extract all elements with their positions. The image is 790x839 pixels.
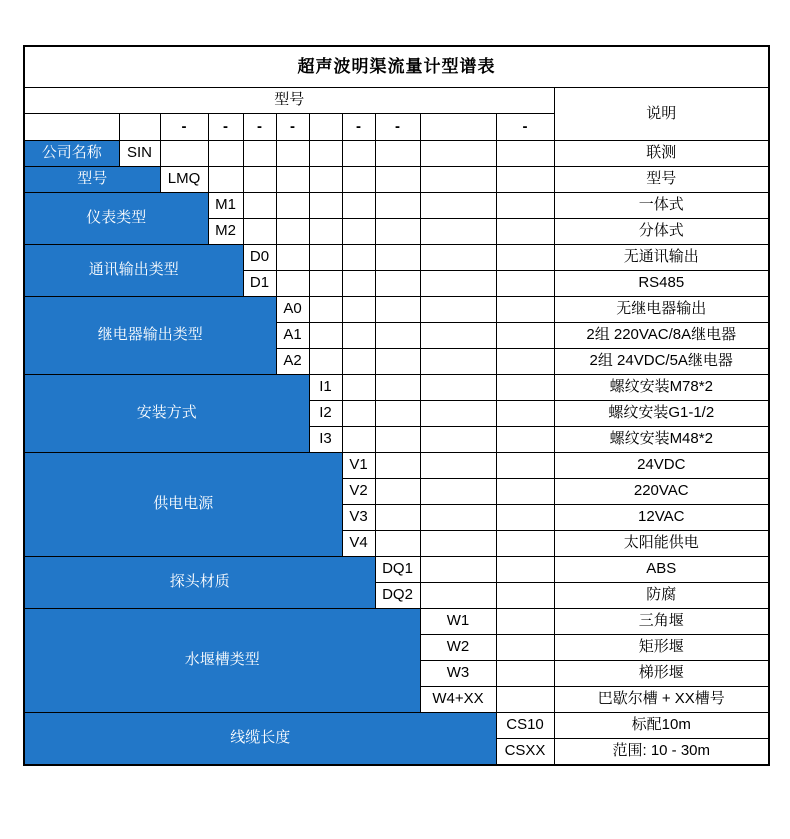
empty-cell	[496, 245, 554, 271]
empty-cell	[342, 401, 375, 427]
empty-cell	[276, 219, 309, 245]
empty-cell	[243, 167, 276, 193]
desc-cell: 梯形堰	[554, 661, 769, 687]
empty-cell	[375, 479, 420, 505]
empty-cell	[243, 141, 276, 167]
code-cell: DQ2	[375, 583, 420, 609]
desc-cell: 24VDC	[554, 453, 769, 479]
empty-cell	[496, 609, 554, 635]
empty-cell	[375, 193, 420, 219]
empty-cell	[342, 193, 375, 219]
empty-cell	[375, 375, 420, 401]
table-row	[24, 297, 769, 323]
empty-cell	[496, 583, 554, 609]
model-spectrum-table-container	[23, 45, 770, 766]
code-cell: I1	[309, 375, 342, 401]
empty-cell	[309, 349, 342, 375]
empty-cell	[342, 167, 375, 193]
empty-cell	[375, 141, 420, 167]
table-row	[24, 193, 769, 219]
empty-cell	[375, 349, 420, 375]
code-cell: V1	[342, 453, 375, 479]
empty-cell	[375, 505, 420, 531]
empty-cell	[375, 401, 420, 427]
empty-cell	[375, 297, 420, 323]
empty-cell	[276, 141, 309, 167]
empty-cell	[375, 219, 420, 245]
code-cell: SIN	[119, 141, 160, 167]
empty-cell	[420, 427, 496, 453]
empty-cell	[496, 167, 554, 193]
desc-cell: 220VAC	[554, 479, 769, 505]
code-cell: CSXX	[496, 739, 554, 766]
header-row	[24, 88, 769, 114]
section-label-power-supply: 供电电源	[24, 453, 342, 557]
empty-cell	[208, 141, 243, 167]
empty-cell	[420, 531, 496, 557]
desc-cell: 螺纹安装M78*2	[554, 375, 769, 401]
separator-cell: -	[243, 114, 276, 141]
desc-cell: 螺纹安装G1-1/2	[554, 401, 769, 427]
empty-cell	[342, 297, 375, 323]
empty-cell	[375, 427, 420, 453]
empty-cell	[243, 193, 276, 219]
model-spectrum-table	[23, 45, 770, 766]
desc-cell: 三角堰	[554, 609, 769, 635]
desc-cell: 螺纹安装M48*2	[554, 427, 769, 453]
empty-cell	[420, 557, 496, 583]
desc-cell: 联测	[554, 141, 769, 167]
desc-cell: 范围: 10 - 30m	[554, 739, 769, 766]
empty-cell	[496, 375, 554, 401]
code-cell: LMQ	[160, 167, 208, 193]
desc-cell: 一体式	[554, 193, 769, 219]
section-label-cable-length: 线缆长度	[24, 713, 496, 766]
empty-cell	[342, 245, 375, 271]
empty-cell	[309, 245, 342, 271]
desc-cell: 型号	[554, 167, 769, 193]
desc-cell: ABS	[554, 557, 769, 583]
empty-cell	[309, 193, 342, 219]
code-cell: V2	[342, 479, 375, 505]
empty-cell	[420, 245, 496, 271]
code-cell: W3	[420, 661, 496, 687]
empty-cell	[496, 349, 554, 375]
table-row	[24, 609, 769, 635]
empty-cell	[342, 375, 375, 401]
empty-cell	[342, 141, 375, 167]
code-cell: I2	[309, 401, 342, 427]
table-row	[24, 375, 769, 401]
code-cell: A2	[276, 349, 309, 375]
empty-cell	[119, 114, 160, 141]
desc-cell: 分体式	[554, 219, 769, 245]
desc-cell: 矩形堰	[554, 635, 769, 661]
code-cell: I3	[309, 427, 342, 453]
empty-cell	[276, 193, 309, 219]
desc-cell: 2组 24VDC/5A继电器	[554, 349, 769, 375]
code-cell: V4	[342, 531, 375, 557]
empty-cell	[496, 531, 554, 557]
code-cell: M2	[208, 219, 243, 245]
empty-cell	[496, 219, 554, 245]
title-row	[24, 46, 769, 88]
separator-cell: -	[375, 114, 420, 141]
table-row	[24, 557, 769, 583]
code-cell: W4+XX	[420, 687, 496, 713]
empty-cell	[276, 271, 309, 297]
code-cell: CS10	[496, 713, 554, 739]
section-label-weir-type: 水堰槽类型	[24, 609, 420, 713]
empty-cell	[496, 297, 554, 323]
table-row	[24, 713, 769, 739]
empty-cell	[420, 453, 496, 479]
empty-cell	[496, 401, 554, 427]
empty-cell	[496, 323, 554, 349]
empty-cell	[496, 453, 554, 479]
empty-cell	[496, 479, 554, 505]
empty-cell	[208, 167, 243, 193]
table-row	[24, 167, 769, 193]
empty-cell	[420, 193, 496, 219]
empty-cell	[309, 271, 342, 297]
desc-cell: 2组 220VAC/8A继电器	[554, 323, 769, 349]
empty-cell	[243, 219, 276, 245]
empty-cell	[375, 167, 420, 193]
empty-cell	[375, 453, 420, 479]
empty-cell	[496, 557, 554, 583]
empty-cell	[496, 427, 554, 453]
code-cell: A1	[276, 323, 309, 349]
empty-cell	[309, 167, 342, 193]
desc-cell: 无继电器输出	[554, 297, 769, 323]
table-title: 超声波明渠流量计型谱表	[24, 46, 769, 88]
empty-cell	[309, 323, 342, 349]
empty-cell	[342, 323, 375, 349]
empty-cell	[420, 505, 496, 531]
code-cell: W1	[420, 609, 496, 635]
empty-cell	[420, 583, 496, 609]
empty-cell	[420, 219, 496, 245]
section-label-comm-output: 通讯输出类型	[24, 245, 243, 297]
code-cell: W2	[420, 635, 496, 661]
empty-cell	[309, 219, 342, 245]
desc-cell: 巴歇尔槽 + XX槽号	[554, 687, 769, 713]
table-row	[24, 453, 769, 479]
desc-cell: 防腐	[554, 583, 769, 609]
desc-cell: 无通讯输出	[554, 245, 769, 271]
empty-cell	[420, 114, 496, 141]
empty-cell	[309, 297, 342, 323]
empty-cell	[342, 349, 375, 375]
desc-cell: 标配10m	[554, 713, 769, 739]
empty-cell	[24, 114, 119, 141]
separator-cell: -	[276, 114, 309, 141]
code-cell: D1	[243, 271, 276, 297]
empty-cell	[496, 505, 554, 531]
empty-cell	[375, 245, 420, 271]
section-label-company: 公司名称	[24, 141, 119, 167]
empty-cell	[496, 661, 554, 687]
desc-cell: 太阳能供电	[554, 531, 769, 557]
empty-cell	[420, 297, 496, 323]
code-cell: M1	[208, 193, 243, 219]
empty-cell	[420, 323, 496, 349]
empty-cell	[496, 193, 554, 219]
section-label-installation: 安装方式	[24, 375, 309, 453]
empty-cell	[496, 141, 554, 167]
empty-cell	[420, 271, 496, 297]
code-cell: A0	[276, 297, 309, 323]
table-row	[24, 141, 769, 167]
separator-cell: -	[342, 114, 375, 141]
empty-cell	[276, 245, 309, 271]
section-label-relay-output: 继电器输出类型	[24, 297, 276, 375]
empty-cell	[420, 349, 496, 375]
model-header: 型号	[24, 88, 554, 114]
separator-cell: -	[496, 114, 554, 141]
section-label-model: 型号	[24, 167, 160, 193]
empty-cell	[496, 635, 554, 661]
empty-cell	[496, 271, 554, 297]
empty-cell	[420, 167, 496, 193]
empty-cell	[496, 687, 554, 713]
empty-cell	[276, 167, 309, 193]
empty-cell	[420, 375, 496, 401]
empty-cell	[342, 219, 375, 245]
empty-cell	[420, 401, 496, 427]
empty-cell	[160, 141, 208, 167]
code-cell: V3	[342, 505, 375, 531]
empty-cell	[309, 114, 342, 141]
desc-cell: RS485	[554, 271, 769, 297]
section-label-meter-type: 仪表类型	[24, 193, 208, 245]
section-label-probe-material: 探头材质	[24, 557, 375, 609]
desc-header: 说明	[554, 88, 769, 141]
desc-cell: 12VAC	[554, 505, 769, 531]
code-cell: D0	[243, 245, 276, 271]
empty-cell	[375, 323, 420, 349]
empty-cell	[309, 141, 342, 167]
empty-cell	[342, 271, 375, 297]
empty-cell	[375, 531, 420, 557]
empty-cell	[375, 271, 420, 297]
separator-cell: -	[208, 114, 243, 141]
empty-cell	[420, 141, 496, 167]
separator-cell: -	[160, 114, 208, 141]
empty-cell	[420, 479, 496, 505]
table-row	[24, 245, 769, 271]
code-cell: DQ1	[375, 557, 420, 583]
empty-cell	[342, 427, 375, 453]
